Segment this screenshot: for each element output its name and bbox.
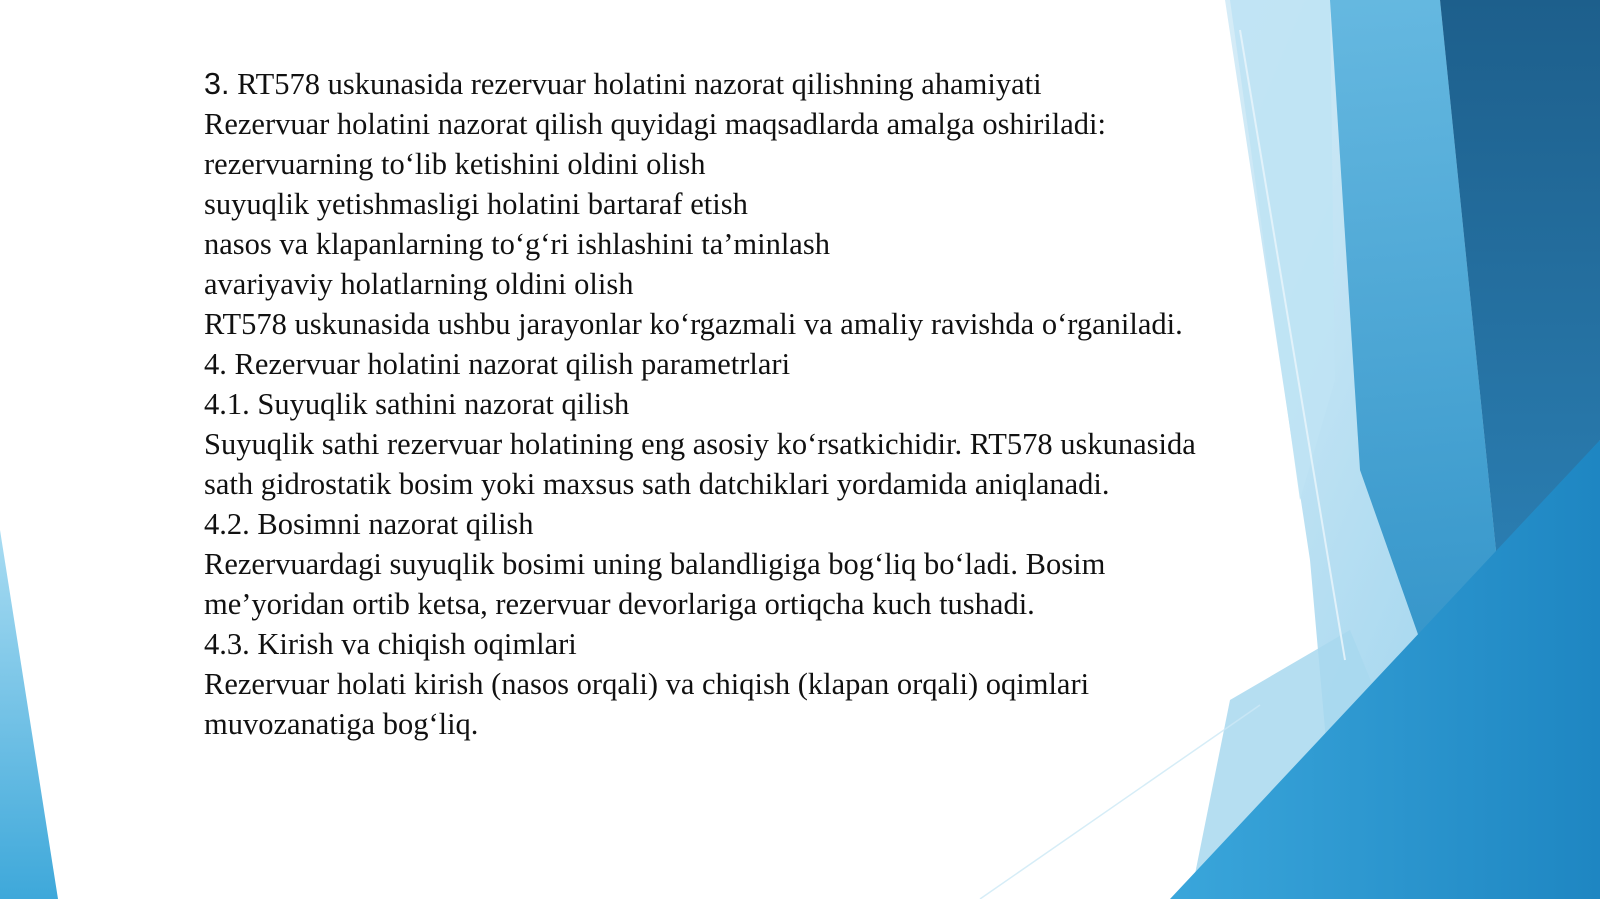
paragraph-line: sath gidrostatik bosim yoki maxsus sath datchiklari yordamida aniqlanadi. (204, 467, 1110, 501)
list-item: suyuqlik yetishmasligi holatini bartaraf etish (204, 187, 748, 221)
paragraph-line: Rezervuar holati kirish (nasos orqali) va chiqish (klapan orqali) oqimlari (204, 667, 1090, 701)
left-accent-shape (0, 530, 58, 899)
section-3-number: 3. (204, 67, 230, 101)
section-3-heading (204, 64, 1324, 104)
paragraph-line: muvozanatiga bog‘liq. (204, 707, 479, 741)
subsection-4-3-heading: 4.3. Kirish va chiqish oqimlari (204, 627, 577, 661)
subsection-4-1-heading: 4.1. Suyuqlik sathini nazorat qilish (204, 387, 630, 421)
section-4-heading: 4. Rezervuar holatini nazorat qilish parametrlari (204, 347, 791, 381)
section-3-title: RT578 uskunasida rezervuar holatini nazorat qilishning ahamiyati (229, 67, 1042, 101)
list-item: rezervuarning to‘lib ketishini oldini olish (204, 147, 706, 181)
paragraph-line: Rezervuar holatini nazorat qilish quyidagi maqsadlarda amalga oshiriladi: (204, 107, 1106, 141)
paragraph-line: me’yoridan ortib ketsa, rezervuar devorlariga ortiqcha kuch tushadi. (204, 587, 1035, 621)
slide-body-text (204, 64, 1324, 744)
list-item: avariyaviy holatlarning oldini olish (204, 267, 634, 301)
subsection-4-2-heading: 4.2. Bosimni nazorat qilish (204, 507, 534, 541)
paragraph-line: Rezervuardagi suyuqlik bosimi uning balandligiga bog‘liq bo‘ladi. Bosim (204, 547, 1106, 581)
list-item: nasos va klapanlarning to‘g‘ri ishlashini ta’minlash (204, 227, 830, 261)
paragraph-line: RT578 uskunasida ushbu jarayonlar ko‘rgazmali va amaliy ravishda o‘rganiladi. (204, 307, 1183, 341)
paragraph-line: Suyuqlik sathi rezervuar holatining eng asosiy ko‘rsatkichidir. RT578 uskunasida (204, 427, 1196, 461)
